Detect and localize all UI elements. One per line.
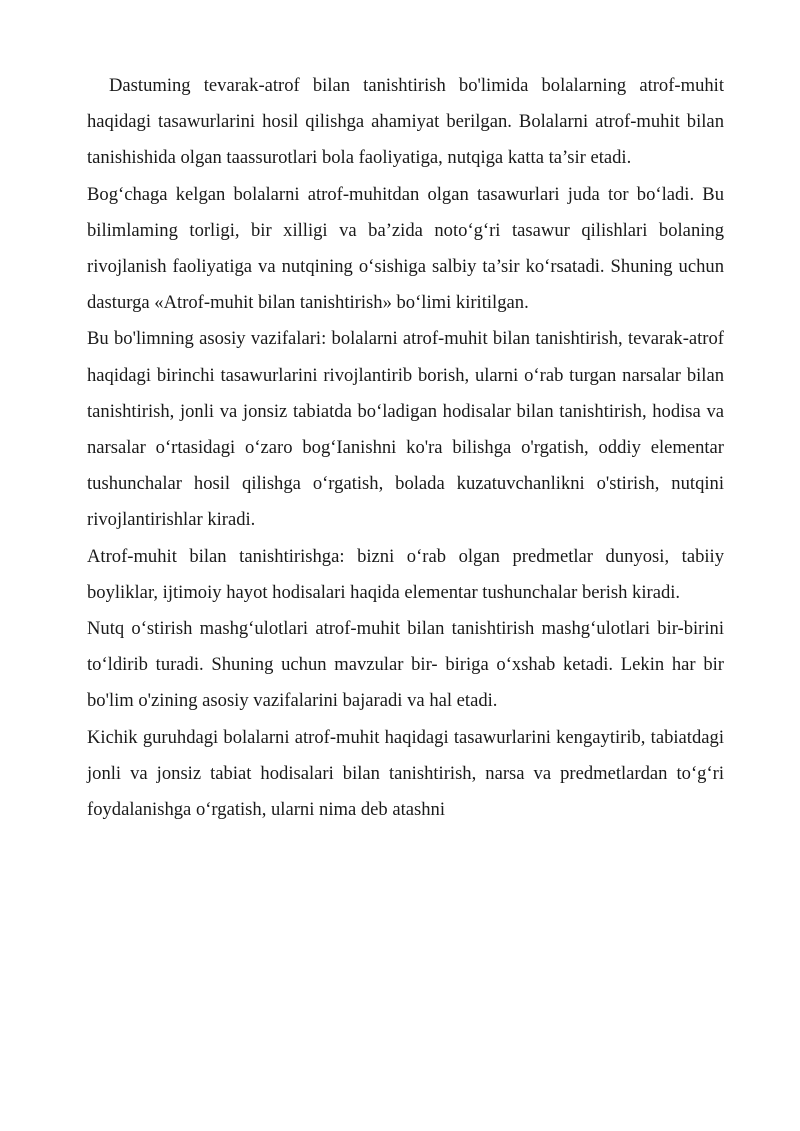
document-page (87, 68, 724, 828)
paragraph-6: Kichik guruhdagi bolalarni atrof-muhit haqidagi tasawurlarini kengaytirib, tabiatdagi jonli va jonsiz tabiat hodisalari bilan tanishtirish, narsa va predmetlardan to‘g‘ri foydalanishga o‘rgatish, ularni nima deb atashni (87, 726, 724, 821)
paragraph-5: Nutq o‘stirish mashg‘ulotlari atrof-muhit bilan tanishtirish mashg‘ulotlari bir-birini to‘ldirib turadi. Shuning uchun mavzular bir- biriga o‘xshab ketadi. Lekin har bir bo'lim o'zining asosiy vazifalarini bajaradi va hal etadi. (87, 618, 724, 712)
paragraph-4: Atrof-muhit bilan tanishtirishga: bizni o‘rab olgan predmetlar dunyosi, tabiiy boyliklar, ijtimoiy hayot hodisalari haqida elementar tushunchalar berish kiradi. (87, 545, 724, 603)
paragraph-3: Bu bo'limning asosiy vazifalari: bolalarni atrof-muhit bilan tanishtirish, tevarak-atrof haqidagi birinchi tasawurlarini rivojlantirib borish, ularni o‘rab turgan narsalar bilan tanishtirish, jonli va jonsiz tabiatda bo‘ladigan hodisalar bilan tanishtirish, hodisa va narsalar o‘rtasidagi o‘zaro bog‘Ianishni ko'ra bilishga o'rgatish, oddiy elementar tushunchalar hosil qilishga o‘rgatish, bolada kuzatuvchanlikni o'stirish, nutqini rivojlantirishlar kiradi. (87, 328, 724, 531)
paragraph-1: Dastuming tevarak-atrof bilan tanishtirish bo'limida bolalarning atrof-muhit haqidagi tasawurlarini hosil qilishga ahamiyat berilgan. Bolalarni atrof-muhit bilan tanishishida olgan taassurotlari bola faoliyatiga, nutqiga katta ta’sir etadi. (87, 75, 724, 169)
paragraph-2: Bog‘chaga kelgan bolalarni atrof-muhitdan olgan tasawurlari juda tor bo‘ladi. Bu bilimlaming torligi, bir xilligi va ba’zida noto‘g‘ri tasawur qilishlari bolaning rivojlanish faoliyatiga va nutqining o‘sishiga salbiy ta’sir ko‘rsatadi. Shuning uchun dasturga «Atrof-muhit bilan tanishtirish» bo‘limi kiritilgan. (87, 183, 724, 314)
